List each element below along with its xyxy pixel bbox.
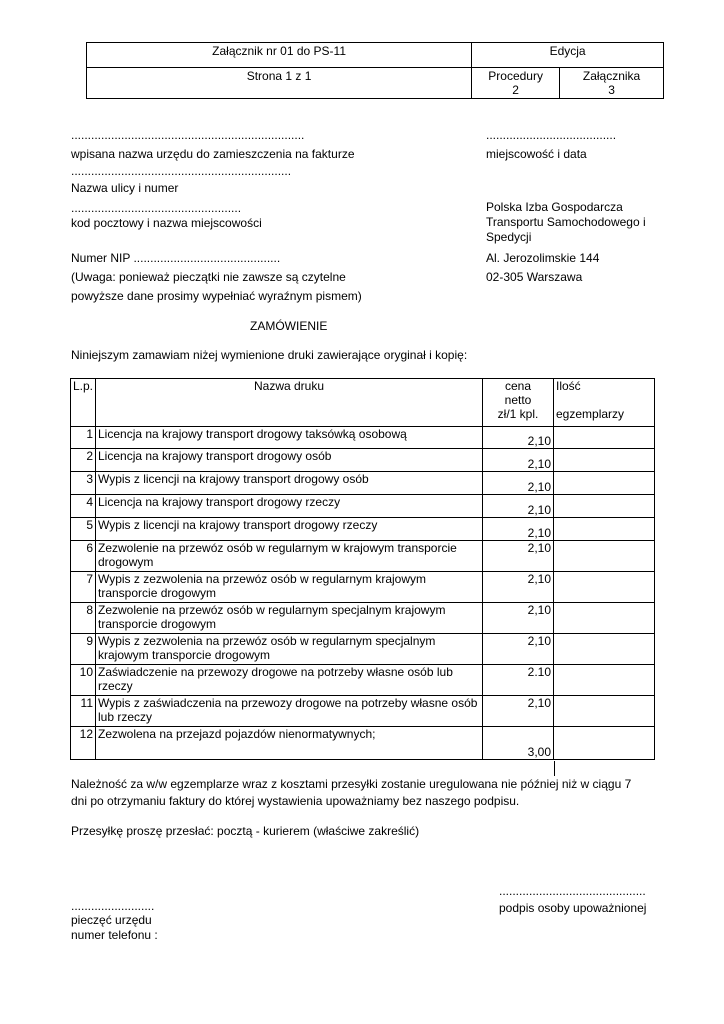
row-price: 2,10 bbox=[483, 634, 554, 665]
attachment-value: 3 bbox=[608, 83, 615, 97]
row-lp: 10 bbox=[71, 665, 96, 696]
col-name: Nazwa druku bbox=[96, 379, 483, 427]
row-name: Zezwolena na przejazd pojazdów nienormatywnych; bbox=[96, 727, 483, 760]
col-price-line-1: cena bbox=[504, 379, 532, 393]
row-lp: 5 bbox=[71, 518, 96, 541]
row-price: 3,00 bbox=[483, 727, 554, 760]
signature-dots: ............................................ bbox=[499, 884, 646, 898]
nip-line: Numer NIP ............................................ bbox=[71, 251, 281, 265]
row-lp: 4 bbox=[71, 495, 96, 518]
col-qty-line-1: Ilość bbox=[556, 379, 581, 393]
stamp-line-1: pieczęć urzędu bbox=[71, 913, 152, 927]
row-price: 2,10 bbox=[483, 495, 554, 518]
row-qty-field[interactable] bbox=[554, 495, 655, 518]
row-name: Licencja na krajowy transport drogowy taksówką osobową bbox=[96, 427, 483, 449]
row-qty-field[interactable] bbox=[554, 427, 655, 449]
note-line-1: (Uwaga: ponieważ pieczątki nie zawsze są czytelne bbox=[71, 270, 346, 284]
edition-label: Edycja bbox=[472, 43, 664, 68]
row-name: Wypis z zezwolenia na przewóz osób w regularnym krajowym transporcie drogowym bbox=[96, 572, 483, 603]
col-price-line-2: netto bbox=[504, 393, 532, 407]
col-qty-line-2: egzemplarzy bbox=[556, 407, 625, 421]
street-caption: Nazwa ulicy i numer bbox=[71, 181, 179, 195]
col-qty bbox=[554, 379, 655, 427]
table-row bbox=[71, 472, 655, 495]
row-qty-field[interactable] bbox=[554, 727, 655, 760]
row-lp: 7 bbox=[71, 572, 96, 603]
row-qty-field[interactable] bbox=[554, 572, 655, 603]
row-price: 2,10 bbox=[483, 427, 554, 449]
payment-line-2: dni po otrzymaniu faktury do której wystawienia upoważniamy bez naszego podpisu. bbox=[71, 794, 520, 808]
procedure-cell bbox=[472, 68, 560, 99]
row-price: 2,10 bbox=[483, 603, 554, 634]
row-price: 2.10 bbox=[483, 665, 554, 696]
row-name: Zezwolenie na przewóz osób w regularnym specjalnym krajowym transporcie drogowym bbox=[96, 603, 483, 634]
row-lp: 6 bbox=[71, 541, 96, 572]
row-lp: 9 bbox=[71, 634, 96, 665]
payment-line-1: Należność za w/w egzemplarze wraz z kosztami przesyłki zostanie uregulowana nie później niż w ciągu 7 bbox=[71, 777, 632, 791]
row-qty-field[interactable] bbox=[554, 634, 655, 665]
stamp-dots: ......................... bbox=[71, 899, 155, 913]
table-tick-mark bbox=[554, 761, 555, 776]
row-lp: 12 bbox=[71, 727, 96, 760]
header-table bbox=[86, 42, 664, 99]
col-price-line-3: zł/1 kpl. bbox=[497, 407, 539, 421]
table-row bbox=[71, 665, 655, 696]
row-name: Zaświadczenie na przewozy drogowe na potrzeby własne osób lub rzeczy bbox=[96, 665, 483, 696]
row-price: 2,10 bbox=[483, 696, 554, 727]
row-lp: 2 bbox=[71, 449, 96, 472]
row-name: Licencja na krajowy transport drogowy osób bbox=[96, 449, 483, 472]
row-name: Wypis z licencji na krajowy transport drogowy osób bbox=[96, 472, 483, 495]
attachment-label: Załącznika bbox=[582, 69, 641, 83]
table-row bbox=[71, 427, 655, 449]
row-name: Zezwolenie na przewóz osób w regularnym w krajowym transporcie drogowym bbox=[96, 541, 483, 572]
intro-text: Niniejszym zamawiam niżej wymienione druki zawierające oryginał i kopię: bbox=[71, 348, 468, 362]
row-price: 2,10 bbox=[483, 541, 554, 572]
table-row bbox=[71, 603, 655, 634]
row-lp: 8 bbox=[71, 603, 96, 634]
table-row bbox=[71, 449, 655, 472]
office-name-dots: ...................................................................... bbox=[71, 128, 305, 142]
row-qty-field[interactable] bbox=[554, 472, 655, 495]
attachment-cell bbox=[560, 68, 664, 99]
col-price bbox=[483, 379, 554, 427]
signature-caption: podpis osoby upoważnionej bbox=[499, 901, 647, 915]
col-lp: L.p. bbox=[71, 379, 96, 427]
table-header-row bbox=[71, 379, 655, 427]
stamp-line-2: numer telefonu : bbox=[71, 928, 158, 942]
row-price: 2,10 bbox=[483, 449, 554, 472]
row-price: 2,10 bbox=[483, 518, 554, 541]
row-name: Wypis z zaświadczenia na przewozy drogowe na potrzeby własne osób lub rzeczy bbox=[96, 696, 483, 727]
recipient-line-5: 02-305 Warszawa bbox=[486, 270, 583, 284]
table-row bbox=[71, 572, 655, 603]
row-lp: 1 bbox=[71, 427, 96, 449]
postal-dots: ................................................... bbox=[71, 201, 242, 215]
recipient-line-1: Polska Izba Gospodarcza bbox=[486, 200, 623, 214]
recipient-line-2: Transportu Samochodowego i bbox=[486, 215, 646, 229]
procedure-value: 2 bbox=[512, 83, 519, 97]
note-line-2: powyższe dane prosimy wypełniać wyraźnym pismem) bbox=[71, 289, 362, 303]
postal-caption: kod pocztowy i nazwa miejscowości bbox=[71, 216, 262, 230]
shipping-line: Przesyłkę proszę przesłać: pocztą - kurierem (właściwe zakreślić) bbox=[71, 824, 420, 838]
row-qty-field[interactable] bbox=[554, 696, 655, 727]
place-date-dots: ....................................... bbox=[486, 128, 617, 142]
row-price: 2,10 bbox=[483, 472, 554, 495]
row-qty-field[interactable] bbox=[554, 518, 655, 541]
row-lp: 11 bbox=[71, 696, 96, 727]
row-qty-field[interactable] bbox=[554, 541, 655, 572]
table-row bbox=[71, 696, 655, 727]
table-row bbox=[71, 495, 655, 518]
street-dots: .................................................................. bbox=[71, 164, 292, 178]
table-row bbox=[71, 634, 655, 665]
row-qty-field[interactable] bbox=[554, 665, 655, 696]
recipient-line-4: Al. Jerozolimskie 144 bbox=[486, 251, 600, 265]
table-row bbox=[71, 541, 655, 572]
place-date-caption: miejscowość i data bbox=[486, 147, 587, 161]
table-row bbox=[71, 727, 655, 760]
attachment-number: Załącznik nr 01 do PS-11 bbox=[87, 43, 472, 68]
table-row bbox=[71, 518, 655, 541]
page-counter: Strona 1 z 1 bbox=[87, 68, 472, 99]
order-title: ZAMÓWIENIE bbox=[250, 319, 328, 333]
row-name: Wypis z licencji na krajowy transport drogowy rzeczy bbox=[96, 518, 483, 541]
row-qty-field[interactable] bbox=[554, 603, 655, 634]
row-name: Licencja na krajowy transport drogowy rzeczy bbox=[96, 495, 483, 518]
row-lp: 3 bbox=[71, 472, 96, 495]
row-price: 2,10 bbox=[483, 572, 554, 603]
office-name-caption: wpisana nazwa urzędu do zamieszczenia na fakturze bbox=[71, 147, 355, 161]
row-qty-field[interactable] bbox=[554, 449, 655, 472]
recipient-line-3: Spedycji bbox=[486, 230, 532, 244]
procedure-label: Procedury bbox=[488, 69, 543, 83]
items-table bbox=[70, 378, 655, 760]
row-name: Wypis z zezwolenia na przewóz osób w regularnym specjalnym krajowym transporcie drogowym bbox=[96, 634, 483, 665]
